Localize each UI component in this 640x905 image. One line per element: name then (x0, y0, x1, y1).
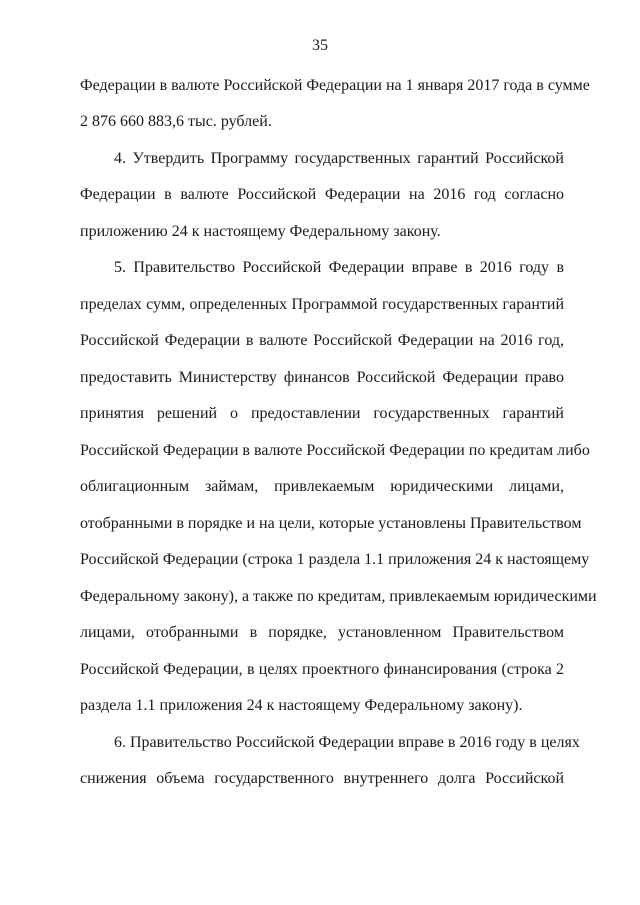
text-line: снижения объема государственного внутреннего долга Российской (80, 770, 564, 787)
paragraph-6-start: 6. Правительство Российской Федерации вправе в 2016 году в целях (114, 734, 580, 751)
text-line: Российской Федерации, в целях проектного финансирования (строка 2 (80, 661, 564, 678)
text-line: пределах сумм, определенных Программой государственных гарантий (80, 296, 564, 313)
paragraph-4-start: 4. Утвердить Программу государственных гарантий Российской (114, 150, 564, 167)
text-line: Федерации в валюте Российской Федерации на 2016 год согласно (80, 186, 564, 203)
text-line: приложению 24 к настоящему Федеральному закону. (80, 223, 441, 240)
text-line: раздела 1.1 приложения 24 к настоящему Федеральному закону). (80, 697, 523, 714)
text-line: Российской Федерации в валюте Российской Федерации по кредитам либо (80, 442, 590, 459)
text-line: предоставить Министерству финансов Российской Федерации право (80, 369, 564, 386)
page-number: 35 (312, 37, 328, 54)
text-line: Федерации в валюте Российской Федерации на 1 января 2017 года в сумме (80, 77, 590, 94)
text-line: отобранными в порядке и на цели, которые установлены Правительством (80, 515, 582, 532)
text-line: 2 876 660 883,6 тыс. рублей. (80, 113, 272, 130)
text-line: облигационным займам, привлекаемым юридическими лицами, (80, 478, 564, 495)
text-line: Федеральному закону), а также по кредитам, привлекаемым юридическими (80, 588, 597, 605)
text-line: Российской Федерации (строка 1 раздела 1.1 приложения 24 к настоящему (80, 551, 590, 568)
text-line: лицами, отобранными в порядке, установленном Правительством (80, 624, 564, 641)
text-line: Российской Федерации в валюте Российской Федерации на 2016 год, (80, 332, 564, 349)
text-line: принятия решений о предоставлении государственных гарантий (80, 405, 564, 422)
paragraph-5-start: 5. Правительство Российской Федерации вправе в 2016 году в (114, 259, 564, 276)
